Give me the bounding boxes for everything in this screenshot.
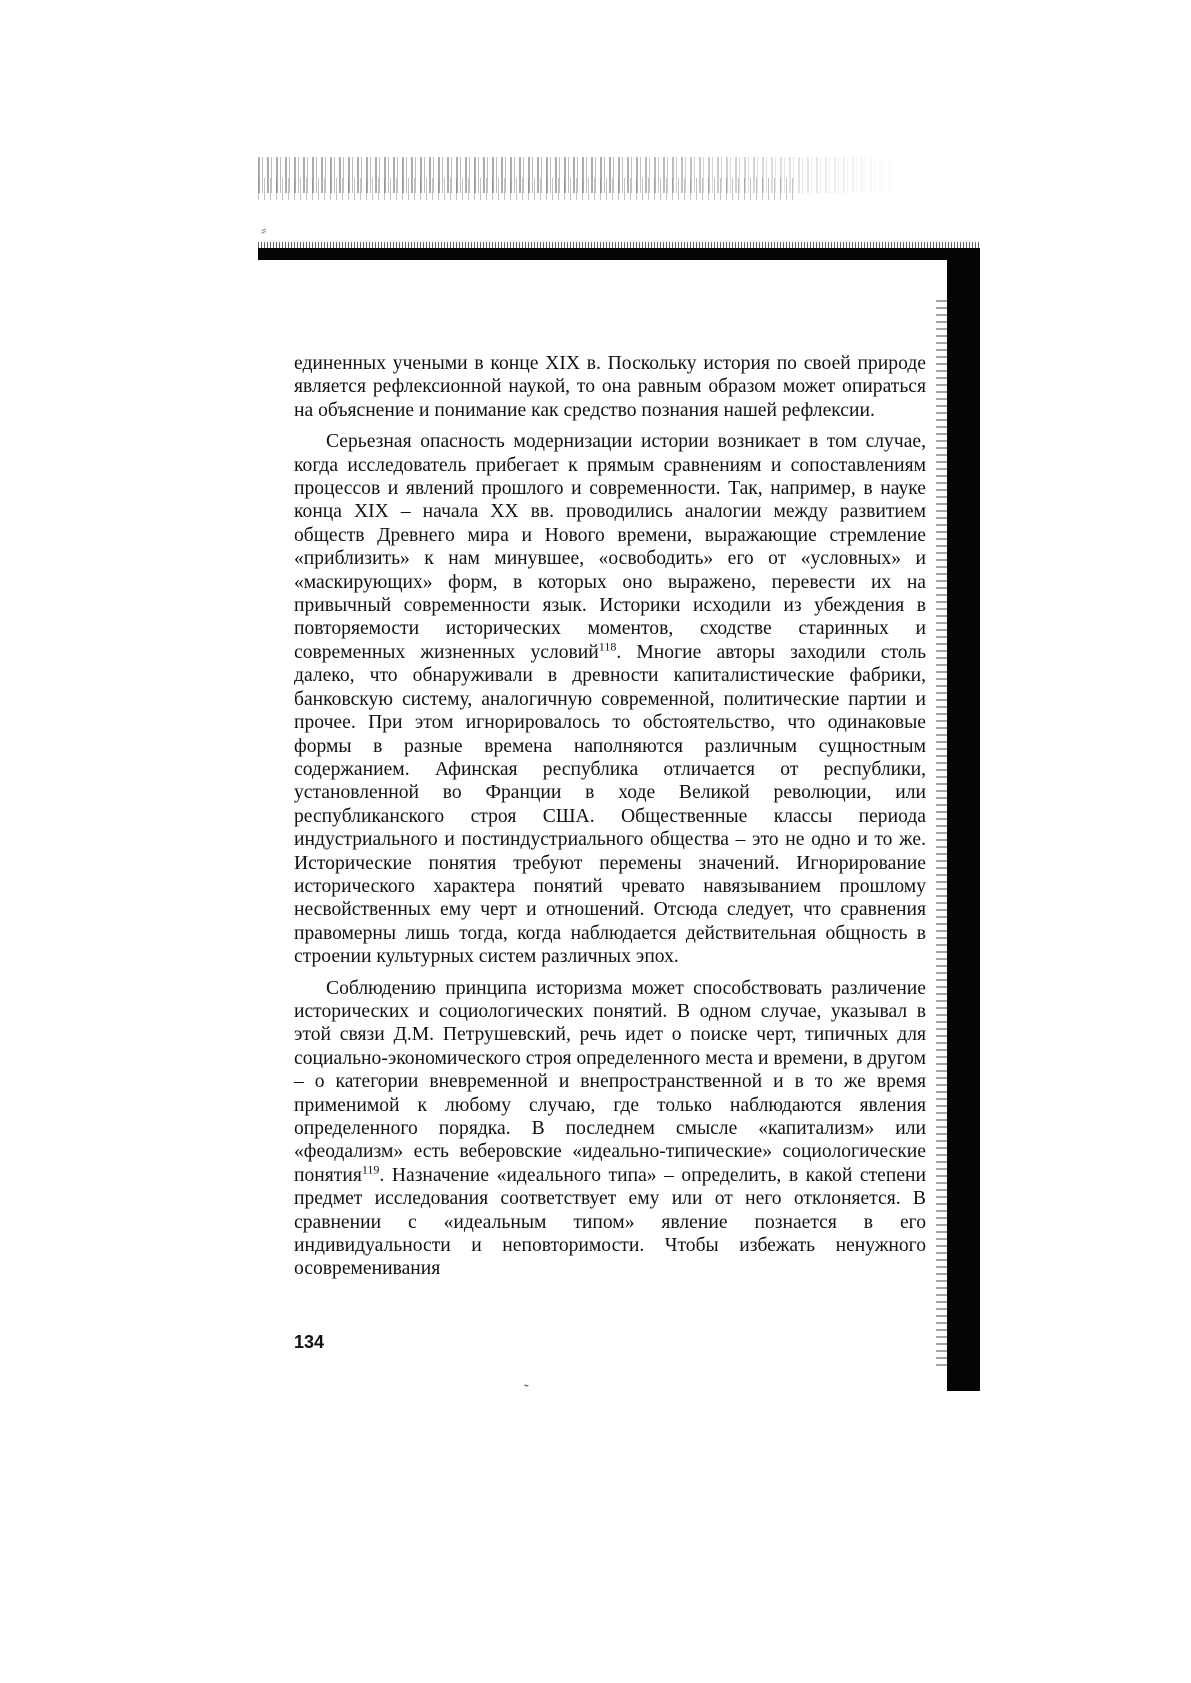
scan-noise-band-lower [258,178,798,200]
scan-top-bar [258,248,980,260]
paragraph-3-text-a: Соблюдению принципа историзма может способствовать различение исторических и социологических понятий. В одном случае, указывал в этой связи Д.М. Петрушевский, речь идет о поиске черт, типичных для социально-экономического строя определенного места и времени, в другом – о категории вневременной и внепространственной и в то же время применимой к любому случаю, где только наблюдаются явления определенного порядка. В последнем смысле «капитализм» или «феодализм» есть веберовские «идеально-типические» социологические понятия [294,977,926,1186]
paragraph-1-text: единенных учеными в конце XIX в. Поскольку история по своей природе является рефлексионной наукой, то она равным образом может опираться на объяснение и понимание как средство познания нашей рефлексии. [294,353,926,421]
footnote-ref-119: 119 [361,1162,380,1177]
paragraph-3 [294,977,926,1281]
page-text-block [294,352,926,1289]
paragraph-2-text-b: . Многие авторы заходили столь далеко, что обнаруживали в древности капиталистические фабрики, банковскую систему, аналогичную современной, политические партии и прочее. При этом игнорировалось то обстоятельство, что одинаковые формы в разные времена наполняются различным сущностным содержанием. Афинская республика отличается от республики, установленной во Франции в ходе Великой революции, или республиканского строя США. Общественные классы периода индустриального и постиндустриального общества – это не одно и то же. Исторические понятия требуют перемены значений. Игнорирование исторического характера понятий чревато навязыванием прошлому несвойственных ему черт и отношений. Отсюда следует, что сравнения правомерны лишь тогда, когда наблюдается действительная общность в строении культурных систем различных эпох. [294,641,926,968]
scan-speck: ˷ [524,1373,529,1388]
paragraph-3-text-b: . Назначение «идеального типа» – определить, в какой степени предмет исследования соответствует ему или от него отклоняется. В сравнении с «идеальным типом» явление познается в его индивидуальности и неповторимости. Чтобы избежать ненужного осовременивания [294,1164,926,1280]
scan-right-bar [947,248,980,1391]
paragraph-2-text-a: Серьезная опасность модернизации истории возникает в том случае, когда исследователь прибегает к прямым сравнениям и сопоставлениям процессов и явлений прошлого и современности. Так, например, в науке конца XIX – начала XX вв. проводились аналогии между развитием обществ Древнего мира и Нового времени, выражающие стремление «приблизить» к нам минувшее, «освободить» его от «условных» и «маскирующих» форм, в которых оно выражено, перевести их на привычный современности язык. Историки исходили из убеждения в повторяемости исторических моментов, сходстве старинных и современных жизненных условий [294,431,926,663]
scan-corner-mark: ⸗ [261,222,267,239]
paragraph-2 [294,430,926,968]
page-number: 134 [294,1332,325,1352]
paragraph-1 [294,352,926,422]
footnote-ref-118: 118 [598,639,617,654]
